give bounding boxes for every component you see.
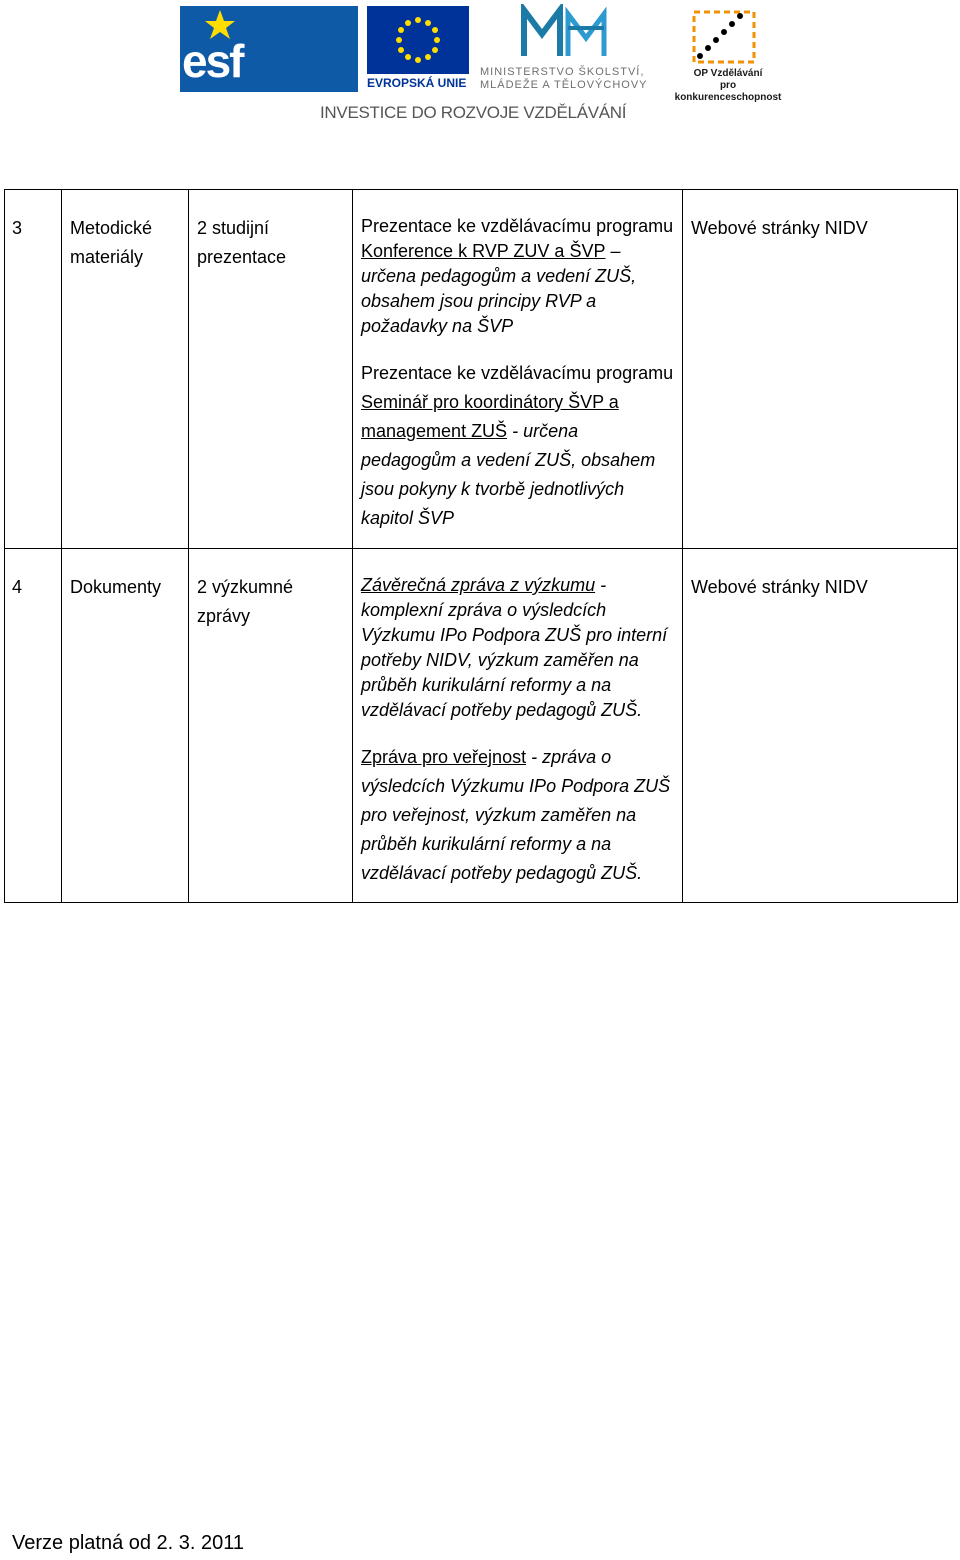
- row-description: [353, 190, 683, 549]
- tagline: INVESTICE DO ROZVOJE VZDĚLÁVÁNÍ: [320, 103, 627, 122]
- eu-caption: EVROPSKÁ UNIE: [367, 76, 467, 90]
- eu-flag-icon: [367, 6, 469, 74]
- document-link[interactable]: Konference k RVP ZUV a ŠVP: [361, 241, 606, 261]
- document-link[interactable]: Seminář pro koordinátory ŠVP a management ZUŠ: [361, 392, 619, 441]
- logo-strip: [0, 0, 960, 130]
- row-count: 2 studijní prezentace: [189, 190, 353, 549]
- row-number: 4: [5, 549, 62, 903]
- msmt-logo-icon: [520, 4, 610, 70]
- description-item: Závěrečná zpráva z výzkumu - komplexní zpráva o výsledcích Výzkumu IPo Podpora ZUŠ pro interní potřeby NIDV, výzkum zaměřen na průběh kurikulární reformy a na vzdělávací potřeby pedagogů ZUŠ.: [361, 575, 668, 720]
- row-category: Metodické materiály: [62, 190, 189, 549]
- row-description: [353, 549, 683, 903]
- op-name: OP Vzdělávání pro konkurenceschopnost: [674, 68, 782, 103]
- description-item: Prezentace ke vzdělávacímu programu Seminář pro koordinátory ŠVP a management ZUŠ - určena pedagogům a vedení ZUŠ, obsahem jsou pokyny k tvorbě jednotlivých kapitol ŠVP: [361, 363, 674, 528]
- esf-letters: esf: [182, 35, 243, 87]
- version-footer: Verze platná od 2. 3. 2011: [12, 1532, 245, 1554]
- row-number: 3: [5, 190, 62, 549]
- row-category: Dokumenty: [62, 549, 189, 903]
- table-row: [5, 549, 958, 903]
- esf-name: evropský sociální fond v ČR: [286, 39, 353, 88]
- op-logo-icon: [688, 6, 760, 71]
- description-item: Prezentace ke vzdělávacímu programu Konference k RVP ZUV a ŠVP – určena pedagogům a vedení ZUŠ, obsahem jsou principy RVP a požadavky na ŠVP: [361, 216, 674, 336]
- document-link[interactable]: Závěrečná zpráva z výzkumu: [361, 575, 596, 595]
- description-item: Zpráva pro veřejnost - zpráva o výsledcích Výzkumu IPo Podpora ZUŠ pro veřejnost, výzkum zaměřen na průběh kurikulární reformy a na vzdělávací potřeby pedagogů ZUŠ.: [361, 747, 671, 883]
- document-link[interactable]: Zpráva pro veřejnost: [361, 747, 527, 767]
- row-count: 2 výzkumné zprávy: [189, 549, 353, 903]
- row-source: Webové stránky NIDV: [683, 549, 958, 903]
- table-row: [5, 190, 958, 549]
- msmt-name: MINISTERSTVO ŠKOLSTVÍ, MLÁDEŽE A TĚLOVÝCHOVY: [480, 66, 648, 91]
- materials-table: [4, 189, 958, 903]
- row-source: Webové stránky NIDV: [683, 190, 958, 549]
